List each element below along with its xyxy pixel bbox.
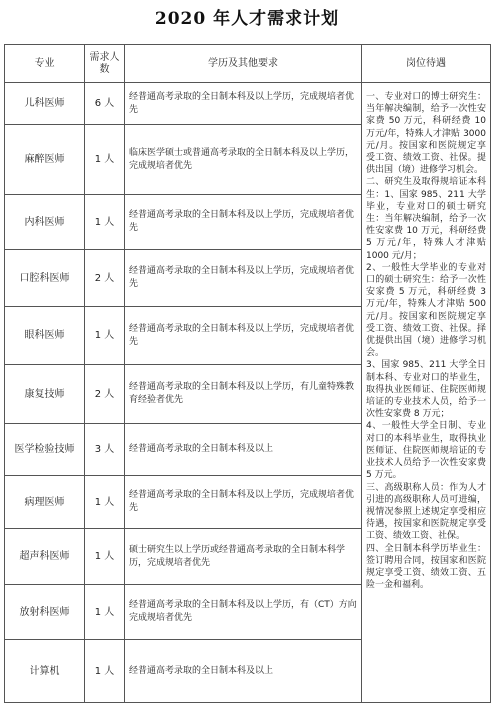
header-benefits: 岗位待遇 [362,45,491,83]
benefit-paragraph: 2、一般性大学毕业的专业对口的硕士研究生：给予一次性安家费 5 万元，科研经费 3 万元/年，特殊人才津贴 500 元/月。按国家和医院规定享受工资、绩效工资、社保。择优提供出国（境）进修学习机会。 [366,262,486,359]
position-cell: 计算机 [5,640,85,703]
position-cell: 眼科医师 [5,307,85,365]
count-cell: 1 人 [85,529,125,585]
header-count: 需求人数 [85,45,125,83]
header-position: 专业 [5,45,85,83]
page-title: 2020 年人才需求计划 [154,9,340,29]
talent-demand-table [4,44,491,703]
requirements-cell: 经普通高考录取的全日制本科及以上学历，完成规培者优先 [125,307,362,365]
table-header-row [5,45,491,83]
header-requirements: 学历及其他要求 [125,45,362,83]
count-cell: 2 人 [85,250,125,307]
position-cell: 康复技师 [5,365,85,424]
requirements-cell: 经普通高考录取的全日制本科及以上学历，完成规培者优先 [125,250,362,307]
position-cell: 病理医师 [5,476,85,529]
requirements-cell: 经普通高考录取的全日制本科及以上 [125,424,362,476]
requirements-cell: 经普通高考录取的全日制本科及以上学历，完成规培者优先 [125,476,362,529]
count-cell: 2 人 [85,365,125,424]
count-cell: 6 人 [85,83,125,125]
position-cell: 儿科医师 [5,83,85,125]
table-row [5,83,491,125]
position-cell: 麻醉医师 [5,125,85,195]
count-cell: 1 人 [85,195,125,250]
benefit-paragraph: 4、一般性大学全日制、专业对口的本科毕业生，取得执业医师证、住院医师规培证的专业技术人员给予一次性安家费 5 万元。 [366,421,486,481]
requirements-cell: 经普通高考录取的全日制本科及以上学历，完成规培者优先 [125,83,362,125]
count-cell: 1 人 [85,307,125,365]
position-cell: 放射科医师 [5,585,85,640]
count-cell: 3 人 [85,424,125,476]
benefit-paragraph: 一、专业对口的博士研究生：当年解决编制，给予一次性安家费 50 万元，科研经费 10 万元/年，特殊人才津贴 3000 元/月。按国家和医院规定享受工资、绩效工资、社保。提供出国（境）进修学习机会。 [366,92,486,176]
count-cell: 1 人 [85,125,125,195]
requirements-cell: 经普通高考录取的全日制本科及以上学历，有（CT）方向完成规培者优先 [125,585,362,640]
position-cell: 口腔科医师 [5,250,85,307]
position-cell: 医学检验技师 [5,424,85,476]
benefit-paragraph: 四、全日制本科学历毕业生：签订聘用合同，按国家和医院规定享受工资、绩效工资、五险一金和福利。 [366,543,486,591]
position-cell: 内科医师 [5,195,85,250]
requirements-cell: 经普通高考录取的全日制本科及以上学历，完成规培者优先 [125,195,362,250]
benefit-paragraph: 三、高级职称人员：作为人才引进的高级职称人员可进编，视情况参照上述规定享受相应待遇，按国家和医院规定享受工资、绩效工资、社保。 [366,482,486,542]
count-cell: 1 人 [85,476,125,529]
count-cell: 1 人 [85,640,125,703]
requirements-cell: 经普通高考录取的全日制本科及以上 [125,640,362,703]
benefit-paragraph: 二、研究生及取得规培证本科生：1、国家 985、211 大学毕业，专业对口的硕士研究生：当年解决编制，给予一次性安家费 10 万元，科研经费 5 万元/年，特殊人才津贴 1000 元/月； [366,177,486,261]
count-cell: 1 人 [85,585,125,640]
position-cell: 超声科医师 [5,529,85,585]
benefit-paragraph: 3、国家 985、211 大学全日制本科、专业对口的毕业生，取得执业医师证、住院医师规培证的专业技术人员，给予一次性安家费 8 万元； [366,360,486,420]
requirements-cell: 临床医学硕士或普通高考录取的全日制本科及以上学历，完成规培者优先 [125,125,362,195]
requirements-cell: 经普通高考录取的全日制本科及以上学历，有儿童特殊教育经验者优先 [125,365,362,424]
requirements-cell: 硕士研究生以上学历或经普通高考录取的全日制本科学历，完成规培者优先 [125,529,362,585]
benefits-cell [362,83,491,703]
